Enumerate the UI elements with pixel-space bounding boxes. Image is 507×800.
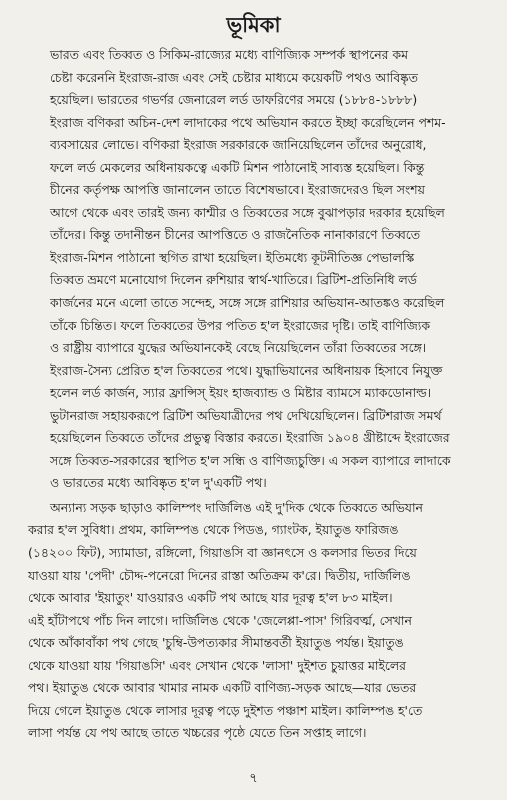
text-line: ও ভারতের মধ্যে আবিষ্কৃত হ'ল দু'একটি পথ। — [50, 475, 267, 491]
text-line: ব্যবসায়ের লোভে। বণিকরা ইংরাজ সরকারকে জানিয়েছিলেন তাঁদের অনুরোধ, — [50, 137, 427, 153]
text-line: ইংরাজ বণিকরা অচিন-দেশ লাদাকের পথে অভিযান করতে ইচ্ছা করেছিলেন পশম- — [50, 114, 446, 130]
text-line: থেকে যাওয়া যায় 'গিয়াঙসি' এবং সেখান থেকে 'লাসা' দুইশত চুয়াত্তর মাইলের — [28, 657, 406, 673]
text-line: থেকে আবার 'ইয়াতুং' যাওয়ারও একটি পথ আছে যার দূরত্ব হ'ল ৮৩ মাইল। — [28, 590, 393, 606]
paragraph-1 — [28, 44, 479, 495]
text-line: দিয়ে গেলে ইয়াতুঙ থেকে লাসার দূরত্ব পড়ে দুইশত পঞ্চাশ মাইল। কালিম্পঙ হ'তে — [28, 702, 423, 718]
text-line: ইংরাজ-সৈন্য প্রেরিত হ'ল তিব্বতের পথে। যুদ্ধাভিযানের অধিনায়ক হিসাবে নিযুক্ত — [50, 362, 443, 378]
text-line: কার্জনের মনে এলো তাতে সন্দেহ, সঙ্গে সঙ্গে রাশিয়ার অভিযান-আতঙ্কও করেছিল — [50, 295, 445, 311]
paragraph-2 — [28, 497, 479, 745]
text-line: আগে থেকে এবং তারই জন্য কাশ্মীর ও তিব্বতের সঙ্গে বুঝাপড়ার দরকার হয়েছিল — [50, 204, 445, 220]
text-line: পথ। ইয়াতুঙ থেকে আবার খামার নামক একটি বাণিজ্য-সড়ক আছে—যার ভেতর — [28, 680, 417, 696]
text-line: করার হ'ল সুবিধা। প্রথম, কালিম্পঙ থেকে পিডঙ, গ্যাংটক, ইয়াতুঙ ফারিজঙ — [28, 522, 399, 538]
page-title: ভূমিকা — [226, 13, 281, 37]
text-line: ও রাষ্ট্রীয় ব্যাপারে যুদ্ধের অভিযানকেই বেছে নিয়েছিলেন তাঁরা তিব্বতের সঙ্গে। — [50, 340, 427, 356]
text-line: হয়েছিল। ভারতের গভর্ণর জেনারেল লর্ড ডাফরিণের সময়ে (১৮৮৪-১৮৮৮) — [50, 92, 418, 108]
text-line: হয়েছিলেন তিব্বতে তাঁদের প্রভুত্ব বিস্তার করতে। ইংরাজি ১৯০৪ খ্রীষ্টাব্দে ইংরাজের — [50, 430, 450, 446]
text-line: ভারত এবং তিব্বত ও সিকিম-রাজ্যের মধ্যে বাণিজ্যিক সম্পর্ক স্থাপনের কম — [50, 47, 408, 62]
text-line: এই হাঁটাপথে পাঁচ দিন লাগে। দার্জিলিঙ থেকে 'জেলেপ্পা-পাস' গিরিবর্ত্ম, সেখান — [28, 612, 412, 628]
text-line: হলেন লর্ড কার্জন, স্যার ফ্রান্সিস্ ইয়ং হাজব্যান্ড ও মিষ্টার ব্যামসে ম্যাকডোনাল্ড। — [50, 385, 432, 401]
text-line: অন্যান্য সড়ক ছাড়াও কালিম্পং দার্জিলিঙ এই দু'দিক থেকে তিব্বতে অভিযান — [50, 499, 423, 515]
text-line: থেকে আঁকাবাঁকা পথ গেছে 'চুম্বি-উপত্যকার সীমান্তবর্তী ইয়াতুঙ পর্যন্ত। ইয়াতুঙ — [28, 635, 404, 651]
text-line: যাওয়া যায় 'পেদী' চৌদ্দ-পনেরো দিনের রাস্তা অতিক্রম ক'রে। দ্বিতীয়, দার্জিলিঙ — [28, 567, 411, 583]
text-line: চেষ্টা করেননি ইংরাজ-রাজ এবং সেই চেষ্টার মাধ্যমে কয়েকটি পথও আবিষ্কৃত — [50, 69, 418, 85]
text-line: চীনের কর্তৃপক্ষ আপত্তি জানালেন তাতে বিশেষভাবে। ইংরাজদেরও ছিল সংশয় — [50, 182, 425, 198]
text-line: তিব্বত ভ্রমণে মনোযোগ দিলেন রুশিয়ার স্বার্থ-খাতিরে। ব্রিটিশ-প্রতিনিধি লর্ড — [50, 272, 417, 288]
page-number: ৭ — [249, 771, 258, 786]
text-line: লাসা পর্যন্ত যে পথ আছে তাতে খচ্চরের পৃষ্ঠে যেতে তিন সপ্তাহ লাগে। — [28, 725, 367, 741]
text-line: ভুটানরাজ সহায়করূপে ব্রিটিশ অভিযাত্রীদের পথ দেখিয়েছিলেন। ব্রিটিশরাজ সমর্থ — [50, 407, 442, 423]
text-line: সঙ্গে তিব্বত-সরকারের স্থাপিত হ'ল সন্ধি ও বাণিজ্যচুক্তি। এ সকল ব্যাপারে লাদাকে — [50, 452, 451, 468]
text-line: (১৪২০০ ফিট), স্যামাডা, রঙ্গিলো, গিয়াঙসি বা জ্ঞানৎসে ও কলসার ভিতর দিয়ে — [28, 545, 417, 561]
text-line: ইংরাজ-মিশন পাঠানো স্থগিত রাখা হয়েছিল। ইতিমধ্যে কূটনীতিজ্ঞ পেভালস্কি — [50, 249, 415, 265]
text-line: তাঁকে চিন্তিত। ফলে তিব্বতের উপর পতিত হ'ল ইংরাজের দৃষ্টি। তাই বাণিজ্যিক — [50, 317, 431, 333]
text-line: তাঁদের। কিন্তু তদানীন্তন চীনের আপত্তিতে ও রাজনৈতিক নানাকারণে তিব্বতে — [50, 227, 421, 243]
text-line: ফলে লর্ড মেকলের অধিনায়কত্বে একটি মিশন পাঠানোই সাব্যস্ত হয়েছিল। কিন্তু — [50, 159, 425, 175]
